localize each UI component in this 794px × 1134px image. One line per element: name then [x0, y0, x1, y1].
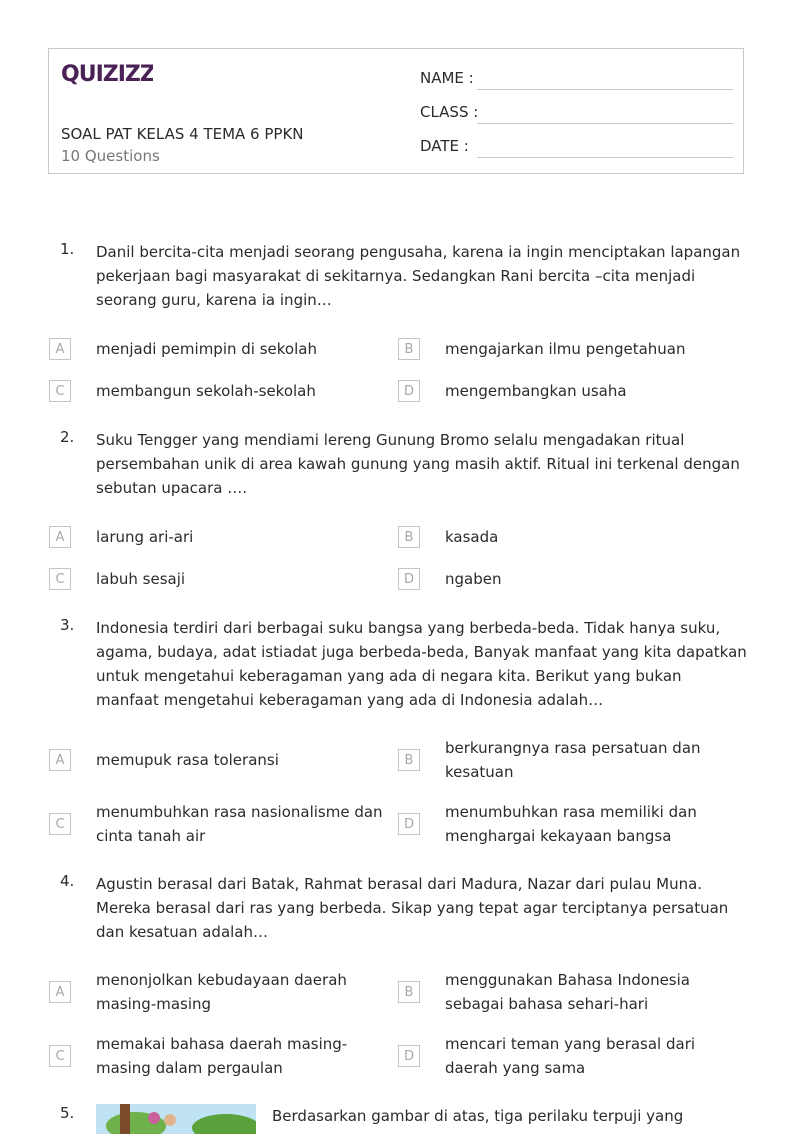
question-text: Indonesia terdiri dari berbagai suku bangsa yang berbeda-beda. Tidak hanya suku, agama, budaya, adat istiadat juga berbeda-beda, Banyak manfaat yang kita dapatkan untuk mengetahui keberagaman yang ada di negara kita. Berikut yang bukan manfaat mengetahui keberagaman yang ada di Indonesia adalah…	[96, 619, 747, 709]
option-letter-c: C	[49, 813, 71, 835]
option-text: ngaben	[445, 570, 502, 588]
quizizz-logo	[61, 59, 153, 91]
option-letter-a: A	[49, 526, 71, 548]
quiz-title: SOAL PAT KELAS 4 TEMA 6 PPKN	[61, 125, 304, 143]
question-illustration	[96, 1104, 256, 1134]
option-letter-d: D	[398, 568, 420, 590]
option-text: larung ari-ari	[96, 528, 194, 546]
class-label: CLASS :	[420, 103, 479, 121]
option-text: berkurangnya rasa persatuan dan kesatuan	[445, 739, 701, 781]
svg-text:QUIZIZZ: QUIZIZZ	[61, 62, 153, 87]
option-letter-c: C	[49, 1045, 71, 1067]
illustration-image	[96, 1104, 256, 1134]
option-letter-b: B	[398, 749, 420, 771]
worksheet-header	[48, 48, 744, 174]
option-text: mengembangkan usaha	[445, 382, 627, 400]
question-count: 10 Questions	[61, 147, 160, 165]
option-text: mencari teman yang berasal dari daerah yang sama	[445, 1035, 696, 1077]
question-number: 2.	[60, 428, 75, 446]
name-line	[477, 89, 733, 90]
option-letter-c: C	[49, 568, 71, 590]
question-text: Berdasarkan gambar di atas, tiga perilaku terpuji yang	[272, 1107, 684, 1125]
question-text: Agustin berasal dari Batak, Rahmat berasal dari Madura, Nazar dari pulau Muna. Mereka berasal dari ras yang berbeda. Sikap yang tepat agar terciptanya persatuan dan kesatuan adalah…	[96, 875, 729, 941]
name-label: NAME :	[420, 69, 474, 87]
question-text: Suku Tengger yang mendiami lereng Gunung Bromo selalu mengadakan ritual persembahan unik di area kawah gunung yang masih aktif. Ritual ini terkenal dengan sebutan upacara ….	[96, 431, 740, 497]
option-text: menjadi pemimpin di sekolah	[96, 340, 317, 358]
date-label: DATE :	[420, 137, 469, 155]
option-text: memakai bahasa daerah masing-masing dalam pergaulan	[96, 1035, 348, 1077]
question-number: 1.	[60, 240, 75, 258]
option-letter-a: A	[49, 981, 71, 1003]
option-letter-b: B	[398, 981, 420, 1003]
option-letter-d: D	[398, 1045, 420, 1067]
option-letter-b: B	[398, 526, 420, 548]
class-line	[477, 123, 733, 124]
quizizz-logo-icon	[61, 59, 153, 87]
option-letter-d: D	[398, 380, 420, 402]
option-letter-c: C	[49, 380, 71, 402]
question-number: 5.	[60, 1104, 75, 1122]
option-text: kasada	[445, 528, 499, 546]
date-line	[477, 157, 733, 158]
option-letter-b: B	[398, 338, 420, 360]
option-text: menggunakan Bahasa Indonesia sebagai bahasa sehari-hari	[445, 971, 690, 1013]
option-text: mengajarkan ilmu pengetahuan	[445, 340, 686, 358]
question-number: 4.	[60, 872, 75, 890]
option-letter-a: A	[49, 338, 71, 360]
option-text: menumbuhkan rasa memiliki dan menghargai kekayaan bangsa	[445, 803, 697, 845]
option-text: labuh sesaji	[96, 570, 186, 588]
question-number: 3.	[60, 616, 75, 634]
option-letter-a: A	[49, 749, 71, 771]
option-text: menonjolkan kebudayaan daerah masing-masing	[96, 971, 347, 1013]
question-text: Danil bercita-cita menjadi seorang pengusaha, karena ia ingin menciptakan lapangan pekerjaan bagi masyarakat di sekitarnya. Sedangkan Rani bercita –cita menjadi seorang guru, karena ia ingin…	[96, 243, 741, 309]
option-text: membangun sekolah-sekolah	[96, 382, 316, 400]
option-letter-d: D	[398, 813, 420, 835]
option-text: memupuk rasa toleransi	[96, 751, 279, 769]
option-text: menumbuhkan rasa nasionalisme dan cinta tanah air	[96, 803, 383, 845]
